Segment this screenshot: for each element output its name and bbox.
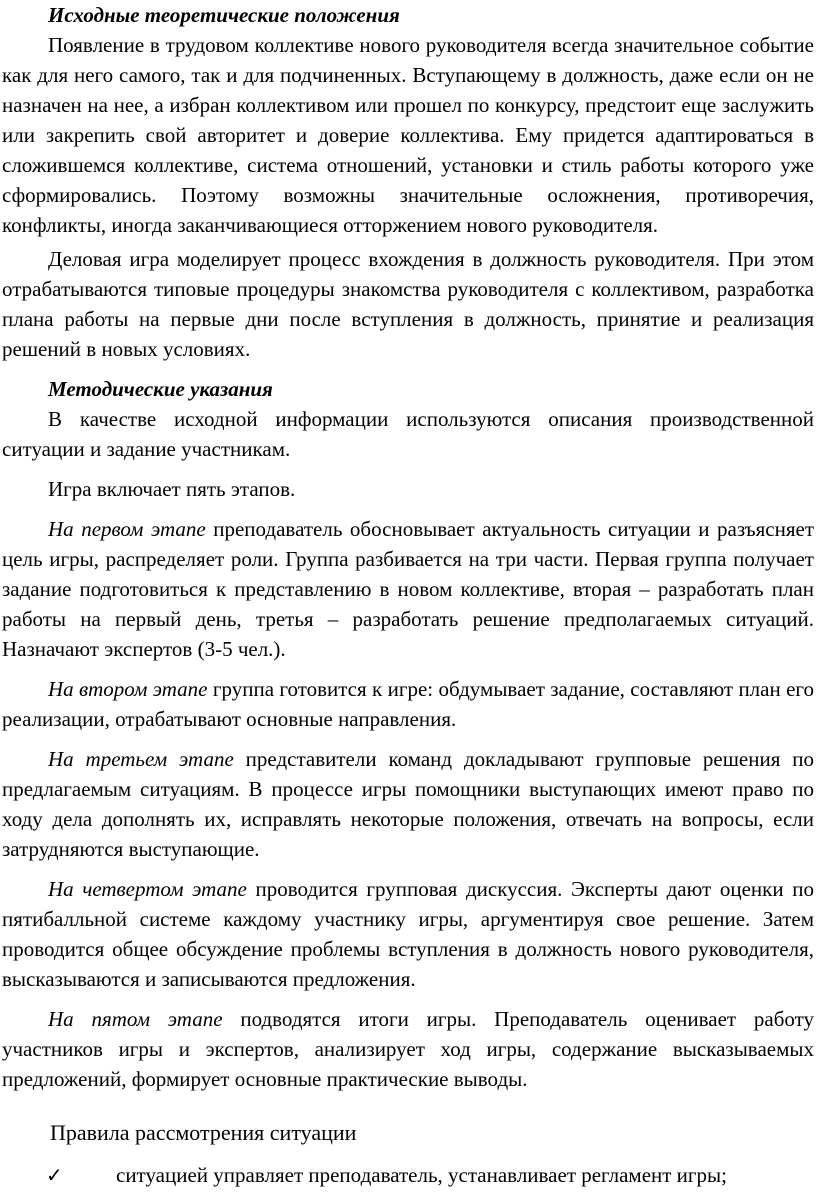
paragraph-methods-2: Игра включает пять этапов. [48, 477, 296, 501]
checkmark-icon: ✓ [46, 1163, 63, 1187]
stage-paragraph-5 [2, 1004, 814, 1094]
stage-text: преподаватель обосновывает актуальность ситуации и разъясняет цель игры, распределяет роли. Группа разбивается на три части. Первая группа получает задание подготовиться к представлению в новом коллективе, вторая – разработать план работы на первый день, третья – разработать решение предполагаемых ситуаций. Назначают экспертов (3-5 чел.). [2, 517, 814, 661]
section-heading-theory: Исходные теоретические положения [48, 3, 400, 27]
stage-paragraph-1 [2, 514, 814, 664]
stage-text: подводятся итоги игры. Преподаватель оценивает работу участников игры и экспертов, анализирует ход игры, содержание высказываемых предложений, формирует основные практические выводы. [2, 1007, 814, 1091]
stage-text: группа готовится к игре: обдумывает задание, составляют план его реализации, отрабатывают основные направления. [2, 677, 814, 731]
rules-list-item [2, 1160, 814, 1190]
stage-paragraph-3 [2, 744, 814, 864]
paragraph-methods-1: В качестве исходной информации используются описания производственной ситуации и задание участникам. [2, 407, 814, 461]
paragraph-theory-1: Появление в трудовом коллективе нового руководителя всегда значительное событие как для него самого, так и для подчиненных. Вступающему в должность, даже если он не назначен на нее, а избран коллективом или прошел по конкурсу, предстоит еще заслужить или закрепить свой авторитет и доверие коллектива. Ему придется адаптироваться в сложившемся коллективе, система отношений, установки и стиль работы которого уже сформировались. Поэтому возможны значительные осложнения, противоречия, конфликты, иногда заканчивающиеся отторжением нового руководителя. [2, 33, 814, 237]
stage-text: проводится групповая дискуссия. Эксперты дают оценки по пятибалльной системе каждому участнику игры, аргументируя свое решение. Затем проводится общее обсуждение проблемы вступления в должность нового руководителя, высказываются и записываются предложения. [2, 877, 814, 991]
paragraph-theory-2: Деловая игра моделирует процесс вхождения в должность руководителя. При этом отрабатываются типовые процедуры знакомства руководителя с коллективом, разработка плана работы на первые дни после вступления в должность, принятие и реализация решений в новых условиях. [2, 247, 814, 361]
rules-title: Правила рассмотрения ситуации [50, 1120, 357, 1145]
rules-item-text: ситуацией управляет преподаватель, устанавливает регламент игры; [116, 1163, 727, 1187]
stage-paragraph-2 [2, 674, 814, 734]
stage-paragraph-4 [2, 874, 814, 994]
stage-label: На третьем этапе [48, 747, 234, 771]
stage-label: На четвертом этапе [48, 877, 247, 901]
stage-label: На пятом этапе [48, 1007, 223, 1031]
section-heading-methods: Методические указания [48, 377, 273, 401]
stage-label: На втором этапе [48, 677, 208, 701]
stage-text: представители команд докладывают групповые решения по предлагаемым ситуациям. В процессе игры помощники выступающих имеют право по ходу дела дополнять их, исправлять некоторые положения, отвечать на вопросы, если затрудняются выступающие. [2, 747, 814, 861]
stage-label: На первом этапе [48, 517, 206, 541]
